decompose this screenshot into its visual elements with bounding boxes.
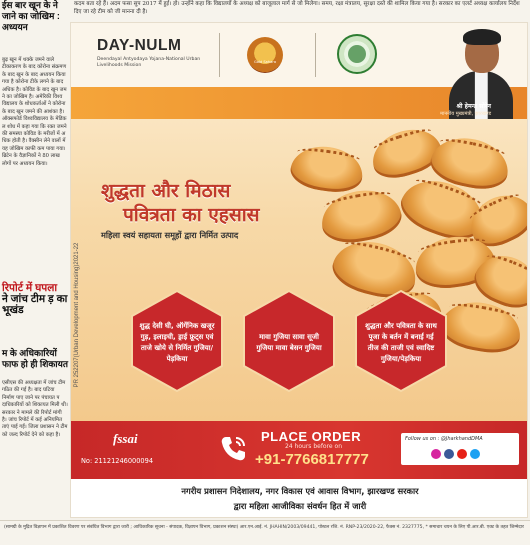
news-headline-lower: म के अधिकारियों फाफ हो ही शिकायत	[2, 348, 68, 369]
phone-icon-shape	[217, 433, 249, 465]
product-hexagon-3	[349, 289, 453, 393]
newspaper-footer-strip: (सामग्री के मुद्रित विज्ञापन में प्रकाशित विवरण पर संबंधित विभाग द्वारा जारी ; आधिकारिक सूचना - संपादक, विज्ञापन विभाग, प्रकाशन संस्था) आर.एन.आई. नं. JHAHIN/2003/09441, पोस्टल रजि. नं. RNP-23/2020-22, फैक्स नं. 2327775, * समाचार चयन के लिए पी.आर.बी. एक्ट के तहत जिम्मेदार	[0, 520, 530, 545]
newspaper-left-column	[0, 0, 70, 520]
hexagon-text-3: शुद्धता और पवित्रता के साथ पूजा के बर्तन में बनाई गई तीज की ताजी एवं स्वादिष्ट गुजिया/पेड़किया	[365, 322, 437, 363]
headline-line-1: शुद्धता और मिठास	[101, 180, 231, 202]
news-body-top: बुढ़ खून में थक्के जमने वाले टीकाकरण के बाद कोरोना संक्रमण के बाद खुन के बाद अध्ययन किया गया है कोरोना टीके लगने के बाद अधिक है। कोविड के बाद खुन जमने का जोखिम है। अमेरिकी विश्वविद्यालय के शोधकर्ताओं ने कोरोना के बाद खुन जमने की आशंका है। ऑक्सफोर्ड विश्वविद्यालय के मेडिकल शोध में कहा गया कि रक्त जमने की समस्या कोविड के मरीजों में अधिक होती है। वैक्सीन लेने वालों में यह जोखिम काफी कम पाया गया। ब्रिटेन के वैज्ञानिकों ने 80 लाख लोगों पर अध्ययन किया।	[2, 57, 67, 167]
fssai-number: No: 21121246000094	[81, 457, 154, 465]
instagram-icon	[431, 449, 441, 459]
news-headline-red: रिपोर्ट में घपला	[2, 282, 58, 294]
gujiya-image	[317, 184, 404, 247]
ad-footer	[71, 479, 528, 518]
issuer-line-1: नगरीय प्रशासन निदेशालय, नगर विकास एवं आवास विभाग, झारखण्ड सरकार	[181, 486, 419, 496]
place-order-title: PLACE ORDER	[261, 429, 362, 444]
order-band	[71, 421, 528, 479]
news-headline-mid: ने जांच टीम ड़ का भूखंड	[2, 293, 68, 316]
phone-icon	[217, 433, 249, 465]
nulm-subtitle: Deendayal Antyodaya Yojana-National Urban Livelihoods Mission	[97, 57, 201, 68]
follow-us-text: Follow us on : @JharkhandDMA	[405, 436, 483, 442]
gold-sahara-logo-text: Gold Sahara	[253, 60, 277, 64]
news-headline-top: ईस बार खून के ने जाने का जोखिम : अध्ययन	[2, 0, 60, 32]
fssai-logo: fssai	[113, 431, 138, 446]
cm-title: माननीय मुख्यमंत्री, झारखण्ड	[440, 111, 491, 117]
product-hexagon-2	[237, 289, 341, 393]
ad-vertical-code	[72, 200, 82, 430]
headline-line-2: पवित्रता का एहसास	[123, 204, 260, 226]
hero-section	[71, 87, 528, 421]
place-order-subtitle: 24 hours before on	[285, 443, 343, 450]
nulm-title: DAY-NULM	[97, 37, 182, 54]
hexagon-text-1: शुद्ध देसी घी, ऑर्गेनिक खजूर गुड़, इलाइची, ड्राई फ्रूट्स एवं ताजे खोये से निर्मित गुजिया/पेड़किया	[139, 322, 215, 363]
youtube-icon	[457, 449, 467, 459]
social-follow-box	[401, 433, 519, 465]
ad-vertical-code-text: PR 252207(Urban Development and Housing)2021-22	[74, 242, 80, 388]
product-hexagon-1	[125, 289, 229, 393]
order-phone-number: +91-7766817777	[255, 451, 369, 468]
gold-sahara-logo	[247, 37, 283, 73]
nulm-logo	[97, 37, 217, 69]
header-divider	[219, 33, 220, 77]
emblem-center	[348, 45, 366, 63]
news-headline-group	[0, 283, 70, 316]
twitter-icon	[470, 449, 480, 459]
news-top-text: कदम बता रहे हैं। अदम फसा सुप 2017 में हुई। हो। उन्होंने कहा कि विद्यालयों के अध्यक्ष को बाजूलाल मार्ग से जो मिलेगा। समय, रक्षा मंत्रालय, सुरक्षा दस्ते की शामिल किया गया है। सरकार का एलर्ट अध्यक्ष कार्यालय निर्देश दिए जा रहे टीम को जी मानना दी है।	[74, 1, 520, 15]
jharkhand-emblem-icon	[337, 34, 377, 74]
advertisement	[70, 22, 528, 518]
hexagon-text-2: मावा गुजिया सावा सूजी गुजिया मावा बेसन गुजिया	[256, 333, 322, 352]
header-divider	[315, 33, 316, 77]
newspaper-top-strip	[70, 0, 530, 22]
fssai-block	[81, 431, 171, 469]
headline-subtitle: महिला स्वयं सहायता समूहों द्वारा निर्मित उत्पाद	[101, 230, 239, 240]
facebook-icon	[444, 449, 454, 459]
gujiya-image	[288, 142, 365, 196]
news-body-lower: एसीएस की अध्यक्षता में जांच टीम गठित की गई है। बाद घटिया निर्माण पाए जाने पर पंचायत पदाधिकारियों को शिकायत मिली थी। सरकार ने मामले की रिपोर्ट मांगी है। जांच रिपोर्ट में कई अनियमितताएं पाई गईं। जिला प्रशासन ने टीम को जल्द रिपोर्ट देने को कहा है।	[2, 380, 68, 438]
cm-name: श्री हेमन्त सोरेन	[456, 103, 491, 110]
issuer-line-2: द्वारा महिला आजीविका संवर्धन हित में जारी	[233, 501, 367, 511]
cm-photo-hair	[463, 29, 501, 45]
